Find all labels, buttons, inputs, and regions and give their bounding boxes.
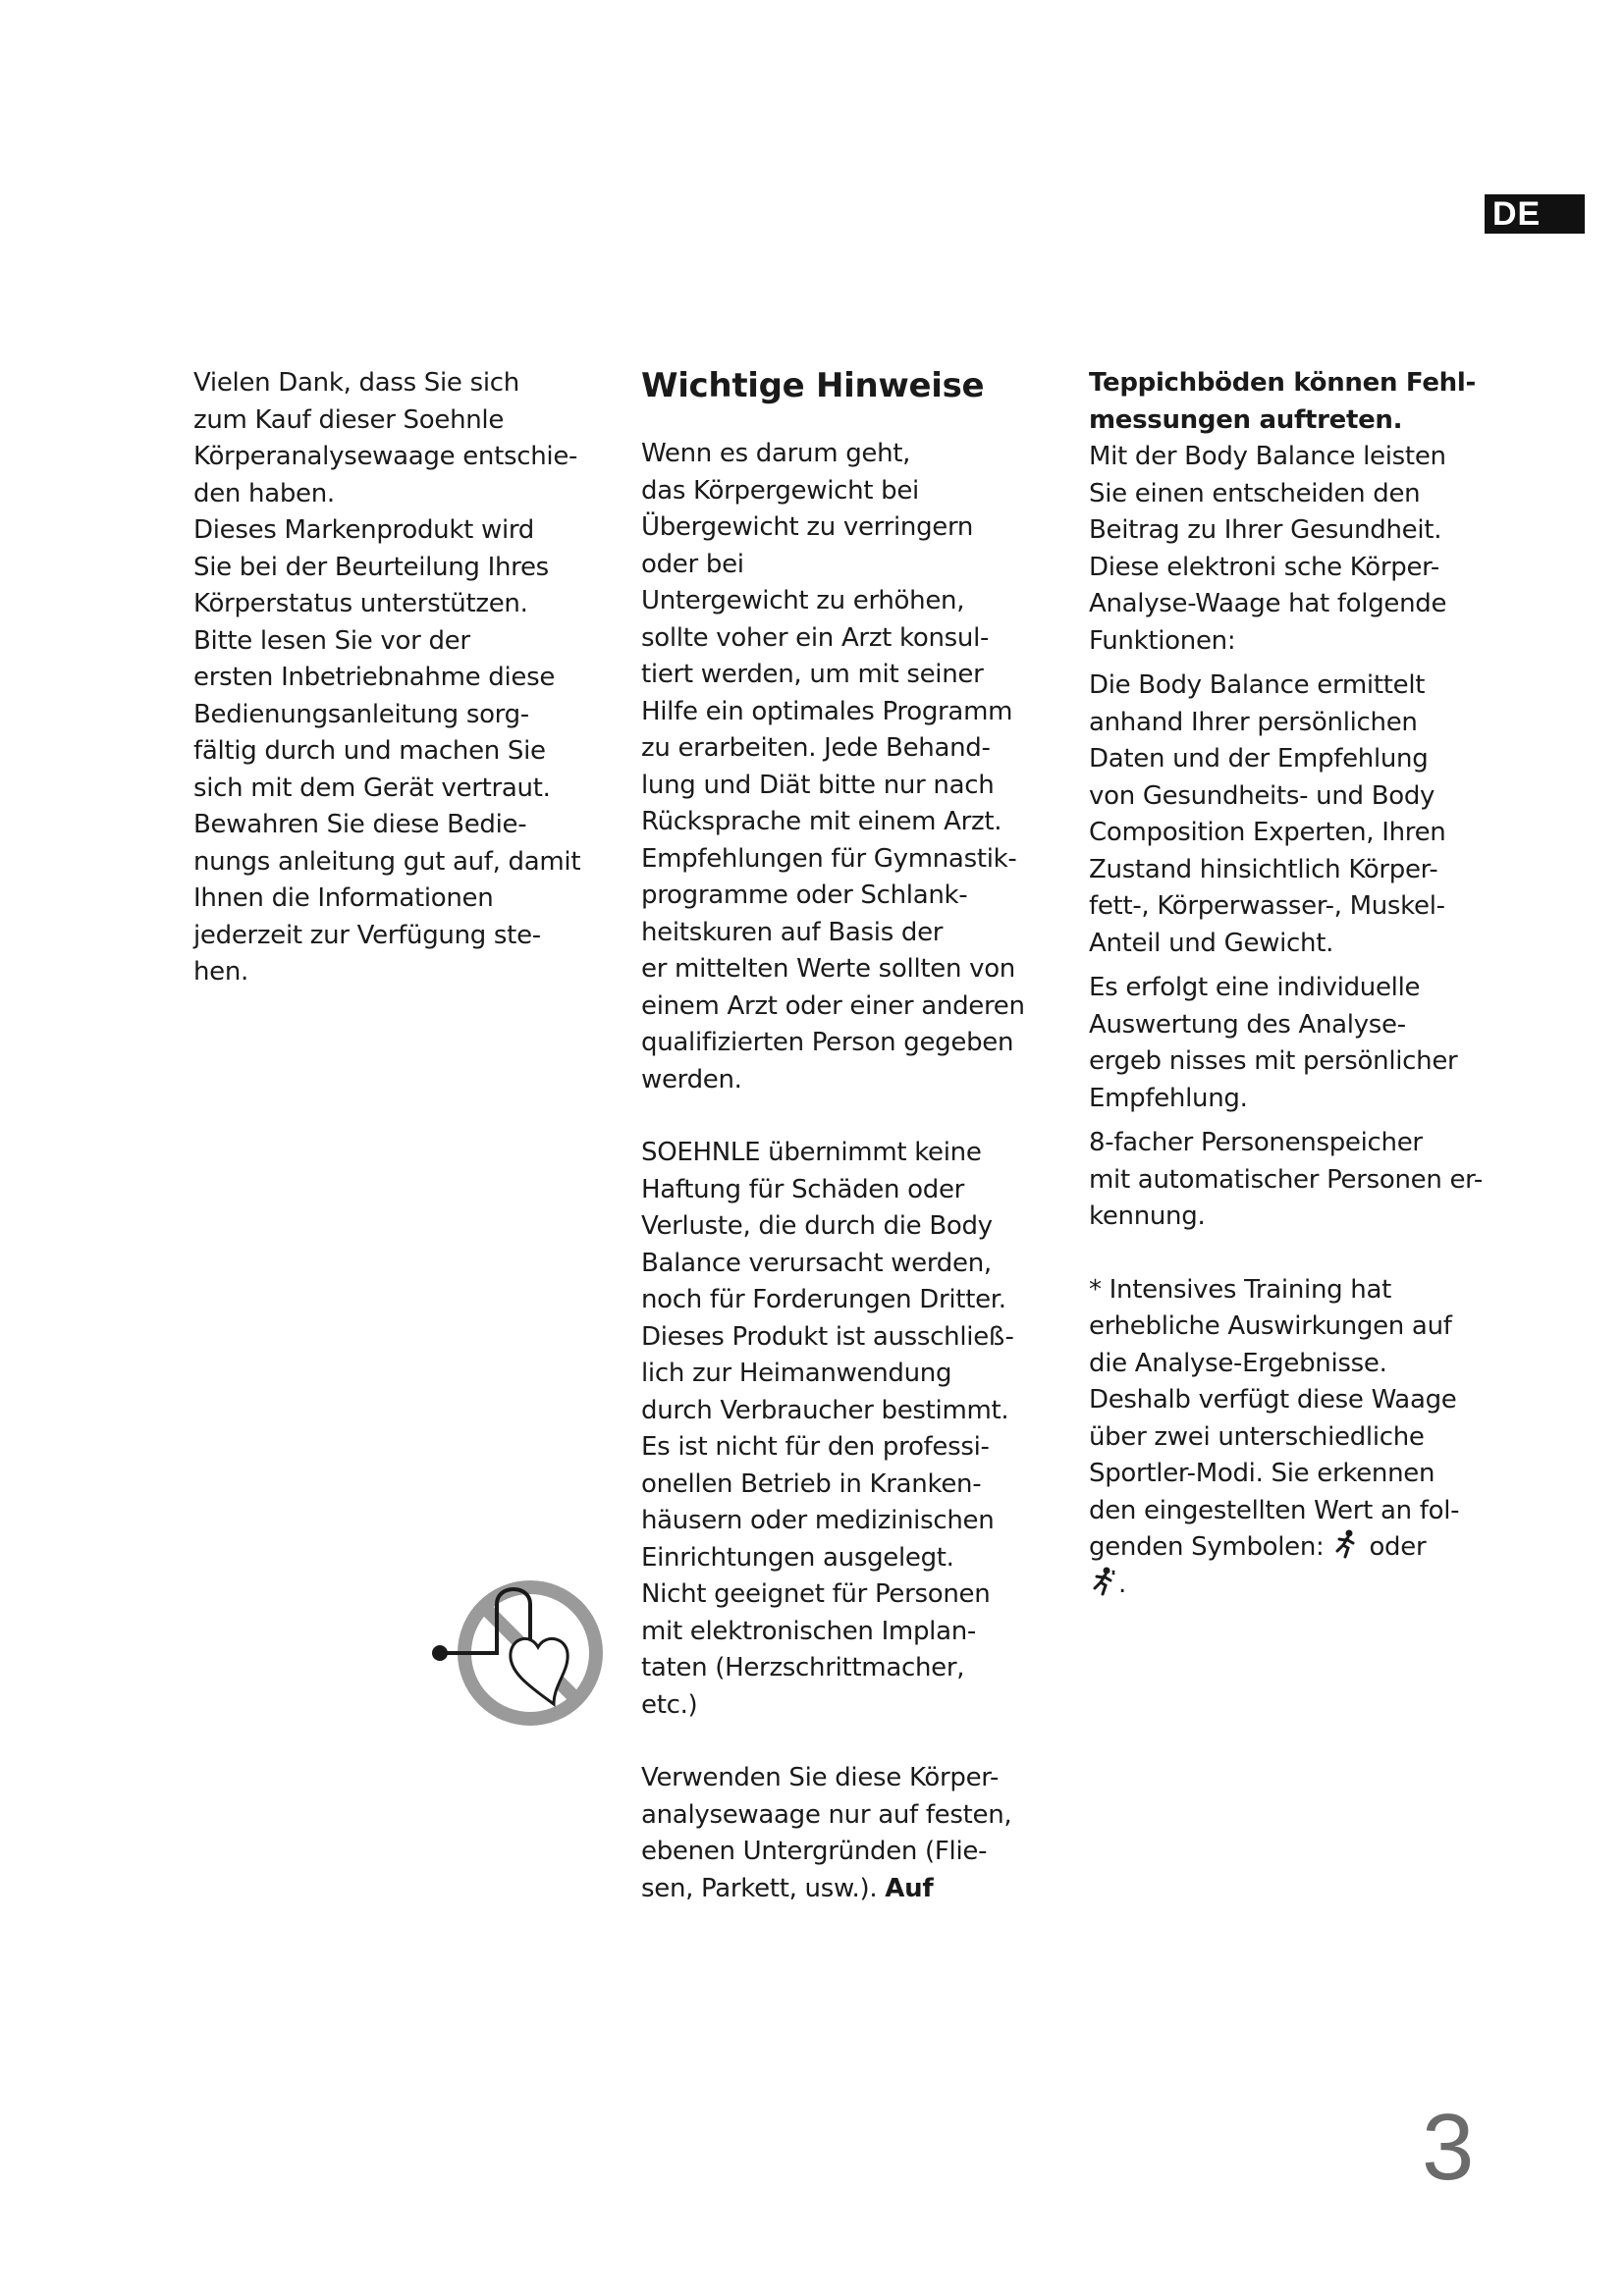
text-line: hen. — [193, 957, 249, 987]
text-line: Verwenden Sie diese Körper- — [641, 1763, 1000, 1792]
text-line: zu erarbeiten. Jede Behand- — [641, 733, 991, 763]
liability-paragraph — [641, 1135, 1054, 1724]
evaluation-paragraph — [1089, 970, 1521, 1117]
text-line: Zustand hinsichtlich Körper- — [1089, 854, 1438, 884]
weight-advice-paragraph — [641, 436, 1054, 1098]
text-line: Untergewicht zu erhöhen, — [641, 586, 965, 615]
text-line: Daten und der Empfehlung — [1089, 744, 1429, 774]
text-line: Dieses Markenprodukt wird — [193, 515, 535, 545]
text-line: tiert werden, um mit seiner — [641, 660, 984, 689]
text-line: durch Verbraucher bestimmt. — [641, 1395, 1009, 1425]
text-line: Rücksprache mit einem Arzt. — [641, 807, 1002, 836]
text-line: Empfehlung. — [1089, 1083, 1248, 1113]
page-number: 3 — [1422, 2095, 1475, 2200]
text-line: * Intensives Training hat — [1089, 1274, 1392, 1305]
text-line: einem Arzt oder einer anderen — [641, 990, 1025, 1021]
text-line: jederzeit zur Verfügung ste- — [193, 920, 541, 950]
athlete-mode-paragraph — [1089, 1272, 1521, 1604]
intro-functions-paragraph — [1089, 439, 1521, 660]
text-line: heitskuren auf Basis der — [641, 917, 944, 947]
section-heading: Wichtige Hinweise — [641, 366, 985, 405]
text-line: taten (Herzschrittmacher, — [641, 1653, 965, 1682]
bold-fragment: Auf — [885, 1873, 934, 1903]
athlete-mode-1-icon — [1331, 1529, 1361, 1559]
text-line: Deshalb verfügt diese Waage — [1089, 1385, 1457, 1415]
text-line: Körperstatus unterstützen. — [193, 589, 528, 618]
text-line: Sie bei der Beurteilung Ihres — [193, 552, 549, 582]
text-line: Auswertung des Analyse- — [1089, 1009, 1406, 1040]
text-line: anhand Ihrer persönlichen — [1089, 707, 1418, 737]
no-pacemaker-icon — [428, 1578, 605, 1728]
language-badge: DE — [1485, 194, 1585, 234]
text-line: Sie einen entscheiden den — [1089, 478, 1421, 508]
text-line: er mittelten Werte sollten von — [641, 954, 1015, 984]
text-line: Composition Experten, Ihren — [1089, 818, 1446, 847]
text-line: onellen Betrieb in Kranken- — [641, 1468, 982, 1499]
text-line: Mit der Body Balance leisten — [1089, 442, 1446, 471]
text-line: kennung. — [1089, 1201, 1206, 1231]
text-line: Analyse-Waage hat folgende — [1089, 589, 1447, 618]
text-line: Sportler-Modi. Sie erkennen — [1089, 1459, 1435, 1488]
text-line: fett-, Körperwasser-, Muskel- — [1089, 891, 1445, 921]
text-fragment: . — [1118, 1569, 1126, 1599]
text-line: programme oder Schlank- — [641, 881, 968, 910]
text-line: den haben. — [193, 478, 335, 508]
text-line: Verluste, die durch die Body — [641, 1211, 993, 1241]
text-line: Bitte lesen Sie vor der — [193, 625, 470, 656]
text-line: Diese elektroni sche Körper- — [1089, 552, 1439, 582]
text-line: Nicht geeignet für Personen — [641, 1579, 991, 1609]
text-line: häusern oder medizinischen — [641, 1506, 995, 1535]
text-line: Anteil und Gewicht. — [1089, 928, 1334, 958]
text-line: werden. — [641, 1064, 742, 1095]
text-line: noch für Forderungen Dritter. — [641, 1285, 1006, 1314]
text-line: Vielen Dank, dass Sie sich — [193, 368, 519, 398]
text-line: Funktionen: — [1089, 625, 1236, 656]
text-line — [1089, 1529, 1521, 1567]
text-line: Hilfe ein optimales Programm — [641, 696, 1013, 726]
text-line: SOEHNLE übernimmt keine — [641, 1138, 982, 1167]
intro-column — [193, 365, 606, 991]
text-line: zum Kauf dieser Soehnle — [193, 404, 505, 435]
text-line: die Analyse-Ergebnisse. — [1089, 1348, 1387, 1378]
text-line: Wenn es darum geht, — [641, 439, 911, 468]
text-line: sich mit dem Gerät vertraut. — [193, 773, 551, 803]
text-fragment: oder — [1369, 1532, 1427, 1562]
text-line: lich zur Heimanwendung — [641, 1359, 952, 1388]
text-line: ergeb nisses mit persönlicher — [1089, 1046, 1458, 1076]
carpet-warning — [1089, 365, 1521, 439]
text-line: lung und Diät bitte nur nach — [641, 770, 995, 800]
text-line — [641, 1871, 1054, 1908]
text-line: etc.) — [641, 1689, 698, 1720]
text-line: ebenen Untergründen (Flie- — [641, 1837, 988, 1866]
text-line: qualifizierten Person gegeben — [641, 1028, 1014, 1057]
text-line: Ihnen die Informationen — [193, 883, 494, 913]
text-line: ersten Inbetriebnahme diese — [193, 663, 556, 692]
text-line: Haftung für Schäden oder — [641, 1174, 965, 1204]
text-fragment: genden Symbolen: — [1089, 1532, 1325, 1562]
text-line: erhebliche Auswirkungen auf — [1089, 1311, 1452, 1341]
text-line: Körperanalysewaage entschie- — [193, 442, 578, 471]
text-line: mit automatischer Personen er- — [1089, 1164, 1483, 1195]
intro-paragraph — [193, 365, 606, 991]
measurement-paragraph — [1089, 667, 1521, 962]
athlete-mode-2-icon — [1089, 1567, 1118, 1596]
text-line: Es ist nicht für den professi- — [641, 1432, 990, 1462]
text-line: den eingestellten Wert an fol- — [1089, 1495, 1460, 1525]
text-line: das Körpergewicht bei — [641, 475, 919, 506]
surface-paragraph — [641, 1760, 1054, 1907]
text-line: Übergewicht zu verringern — [641, 512, 974, 542]
text-line: über zwei unterschiedliche — [1089, 1421, 1425, 1452]
text-fragment: sen, Parkett, usw.). — [641, 1873, 878, 1903]
text-line: Beitrag zu Ihrer Gesundheit. — [1089, 515, 1442, 545]
text-line: sollte voher ein Arzt konsul- — [641, 622, 990, 653]
text-line: Dieses Produkt ist ausschließ- — [641, 1321, 1014, 1352]
text-line: mit elektronischen Implan- — [641, 1616, 976, 1646]
text-line: Es erfolgt eine individuelle — [1089, 973, 1421, 1002]
text-line: nungs anleitung gut auf, damit — [193, 846, 581, 877]
text-line: Die Body Balance ermittelt — [1089, 670, 1426, 700]
memory-paragraph — [1089, 1125, 1521, 1236]
text-line: Empfehlungen für Gymnastik- — [641, 843, 1017, 874]
text-line: analysewaage nur auf festen, — [641, 1799, 1012, 1830]
important-notes-column — [641, 365, 1054, 1907]
text-line: Einrichtungen ausgelegt. — [641, 1542, 954, 1573]
text-line: Bewahren Sie diese Bedie- — [193, 810, 527, 839]
text-line: oder bei — [641, 549, 744, 579]
text-line: von Gesundheits- und Body — [1089, 780, 1435, 811]
text-line: messungen auftreten. — [1089, 404, 1403, 435]
functions-column — [1089, 365, 1521, 1603]
text-line: 8-facher Personenspeicher — [1089, 1128, 1423, 1157]
text-line: Teppichböden können Fehl- — [1089, 368, 1476, 398]
text-line: Balance verursacht werden, — [641, 1248, 992, 1278]
text-line: Bedienungsanleitung sorg- — [193, 699, 529, 729]
text-line: fältig durch und machen Sie — [193, 736, 546, 766]
text-line — [1089, 1567, 1521, 1604]
